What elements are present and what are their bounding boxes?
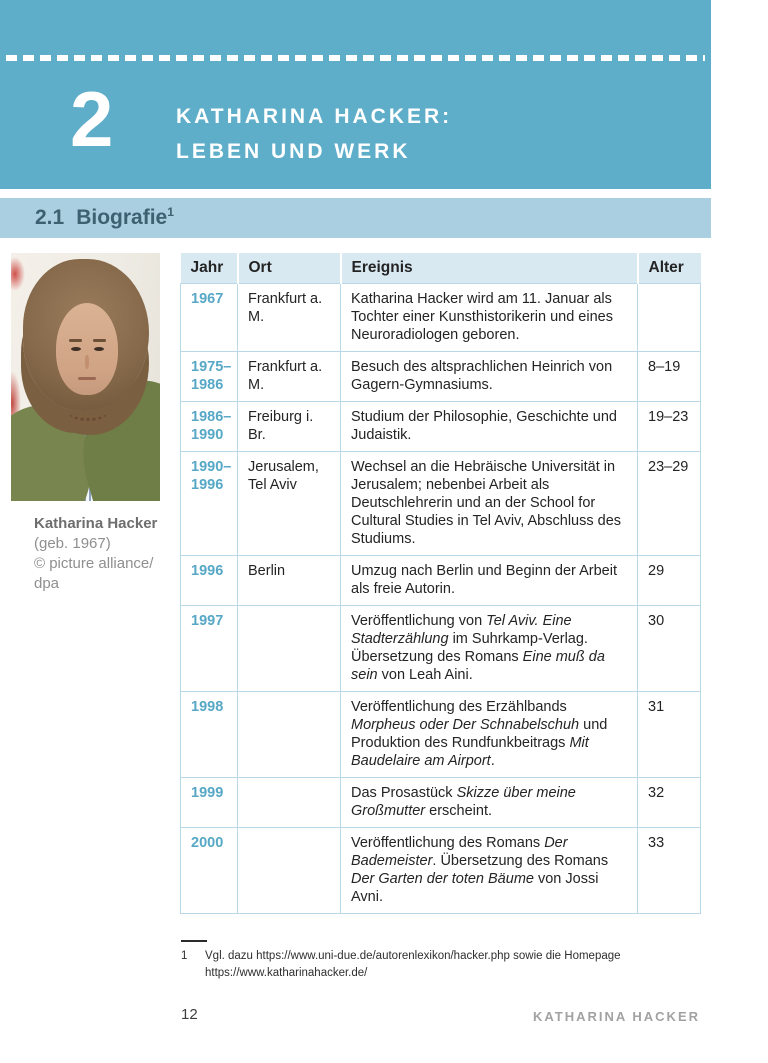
event-text: im Suhrkamp-Verlag. Übersetzung des Romans (351, 630, 588, 665)
cell-ort: Berlin (238, 555, 341, 605)
col-header-ereignis: Ereignis (341, 253, 638, 283)
cell-ereignis (341, 351, 638, 401)
chapter-number: 2 (70, 75, 114, 163)
table-row (181, 401, 701, 451)
dashed-divider (6, 55, 705, 61)
work-title: Tel Aviv. Eine Stadterzählung (351, 612, 572, 647)
event-text: und Produktion des Rundfunkbeitrags (351, 716, 608, 751)
cell-ereignis (341, 777, 638, 827)
event-text: . Übersetzung des Romans (432, 852, 609, 869)
cell-ereignis (341, 605, 638, 691)
photo-caption-credit-line2: dpa (34, 575, 60, 592)
photo-background-mark (11, 257, 25, 291)
event-text: Veröffentlichung des Romans (351, 834, 545, 851)
cell-jahr: 1986–1990 (181, 401, 238, 451)
table-row (181, 605, 701, 691)
cell-jahr: 1998 (181, 691, 238, 777)
photo-caption-name: Katharina Hacker (34, 515, 158, 532)
cell-ort: Frankfurt a. M. (238, 351, 341, 401)
section-title: Biografie (76, 206, 168, 229)
event-text: Katharina Hacker wird am 11. Januar als Tochter einer Kunsthistorikerin und eines Neuroradiologen geboren. (351, 290, 613, 343)
section-footnote-ref: 1 (167, 205, 174, 219)
footnote (181, 948, 721, 982)
work-title: Der Garten der toten Bäume (351, 870, 534, 887)
chapter-title (176, 99, 452, 169)
cell-ereignis (341, 555, 638, 605)
photo-brow-shape (69, 339, 82, 342)
footnote-text (205, 948, 721, 982)
photo-caption-birth: (geb. 1967) (34, 535, 111, 552)
event-text: Studium der Philosophie, Geschichte und Judaistik. (351, 408, 617, 443)
cell-alter: 8–19 (638, 351, 701, 401)
cell-alter (638, 283, 701, 351)
cell-ort: Jerusalem, Tel Aviv (238, 451, 341, 555)
cell-ort (238, 827, 341, 913)
cell-ereignis (341, 691, 638, 777)
footnote-line2: https://www.katharinahacker.de/ (205, 967, 368, 979)
work-title: Eine muß da sein (351, 648, 605, 683)
photo-nose-shape (85, 355, 89, 369)
work-title: Mit Baudelaire am Airport (351, 734, 589, 769)
cell-ort (238, 691, 341, 777)
table-row (181, 691, 701, 777)
cell-ort: Frankfurt a. M. (238, 283, 341, 351)
work-title: Morpheus oder Der Schnabelschuh (351, 716, 580, 733)
biography-table-header-row (181, 253, 701, 283)
cell-ort (238, 777, 341, 827)
event-text: von Leah Aini. (377, 666, 473, 683)
col-header-jahr: Jahr (181, 253, 238, 283)
event-text: . (490, 752, 495, 769)
event-text: Das Prosastück (351, 784, 457, 801)
cell-jahr: 2000 (181, 827, 238, 913)
table-row (181, 555, 701, 605)
photo-necklace-shape (69, 405, 107, 421)
cell-ereignis (341, 827, 638, 913)
cell-ereignis (341, 283, 638, 351)
photo-face-shape (56, 303, 118, 395)
photo-eye-shape (94, 347, 104, 351)
cell-jahr: 1967 (181, 283, 238, 351)
work-title: Der Bademeister (351, 834, 568, 869)
event-text: Umzug nach Berlin und Beginn der Arbeit als freie Autorin. (351, 562, 617, 597)
table-row (181, 351, 701, 401)
cell-jahr: 1990–1996 (181, 451, 238, 555)
photo-caption-credit-line1: © picture alliance/ (34, 555, 154, 572)
event-text: Wechsel an die Hebräische Universität in Jerusalem; nebenbei Arbeit als Deutschlehrerin und an der School for Cultural Studies in Tel Aviv, Abschluss des Studiums. (351, 458, 622, 547)
footnote-number: 1 (181, 950, 188, 962)
event-text: Veröffentlichung von (351, 612, 487, 629)
photo-caption (34, 514, 168, 594)
cell-ereignis (341, 401, 638, 451)
work-title: Skizze über meine Großmutter (351, 784, 576, 819)
section-number: 2.1 (35, 206, 65, 229)
cell-alter: 23–29 (638, 451, 701, 555)
photo-brow-shape (93, 339, 106, 342)
cell-ereignis (341, 451, 638, 555)
cell-jahr: 1997 (181, 605, 238, 691)
table-row (181, 451, 701, 555)
col-header-ort: Ort (238, 253, 341, 283)
cell-jahr: 1996 (181, 555, 238, 605)
event-text: Besuch des altsprachlichen Heinrich von Gagern-Gymnasiums. (351, 358, 613, 393)
author-photo (11, 253, 160, 501)
cell-jahr: 1975–1986 (181, 351, 238, 401)
cell-jahr: 1999 (181, 777, 238, 827)
event-text: erscheint. (425, 802, 493, 819)
footnote-line1: Vgl. dazu https://www.uni-due.de/autorenlexikon/hacker.php sowie die Homepage (205, 950, 621, 962)
table-row (181, 827, 701, 913)
cell-alter: 32 (638, 777, 701, 827)
event-text: Veröffentlichung des Erzählbands (351, 698, 567, 715)
col-header-alter: Alter (638, 253, 701, 283)
cell-alter: 33 (638, 827, 701, 913)
biography-table (180, 253, 701, 914)
cell-ort (238, 605, 341, 691)
cell-alter: 29 (638, 555, 701, 605)
cell-alter: 30 (638, 605, 701, 691)
page-number: 12 (181, 1006, 198, 1023)
chapter-title-line2: LEBEN UND WERK (176, 140, 411, 163)
section-header-band (0, 198, 711, 238)
cell-ort: Freiburg i. Br. (238, 401, 341, 451)
photo-mouth-shape (78, 377, 96, 380)
footnote-rule (181, 940, 207, 942)
event-text: von Jossi Avni. (351, 870, 599, 905)
running-title: KATHARINA HACKER (532, 1009, 700, 1024)
chapter-header-band (0, 0, 711, 189)
photo-eye-shape (71, 347, 81, 351)
cell-alter: 31 (638, 691, 701, 777)
chapter-title-line1: KATHARINA HACKER: (176, 105, 453, 128)
table-row (181, 283, 701, 351)
cell-alter: 19–23 (638, 401, 701, 451)
table-row (181, 777, 701, 827)
